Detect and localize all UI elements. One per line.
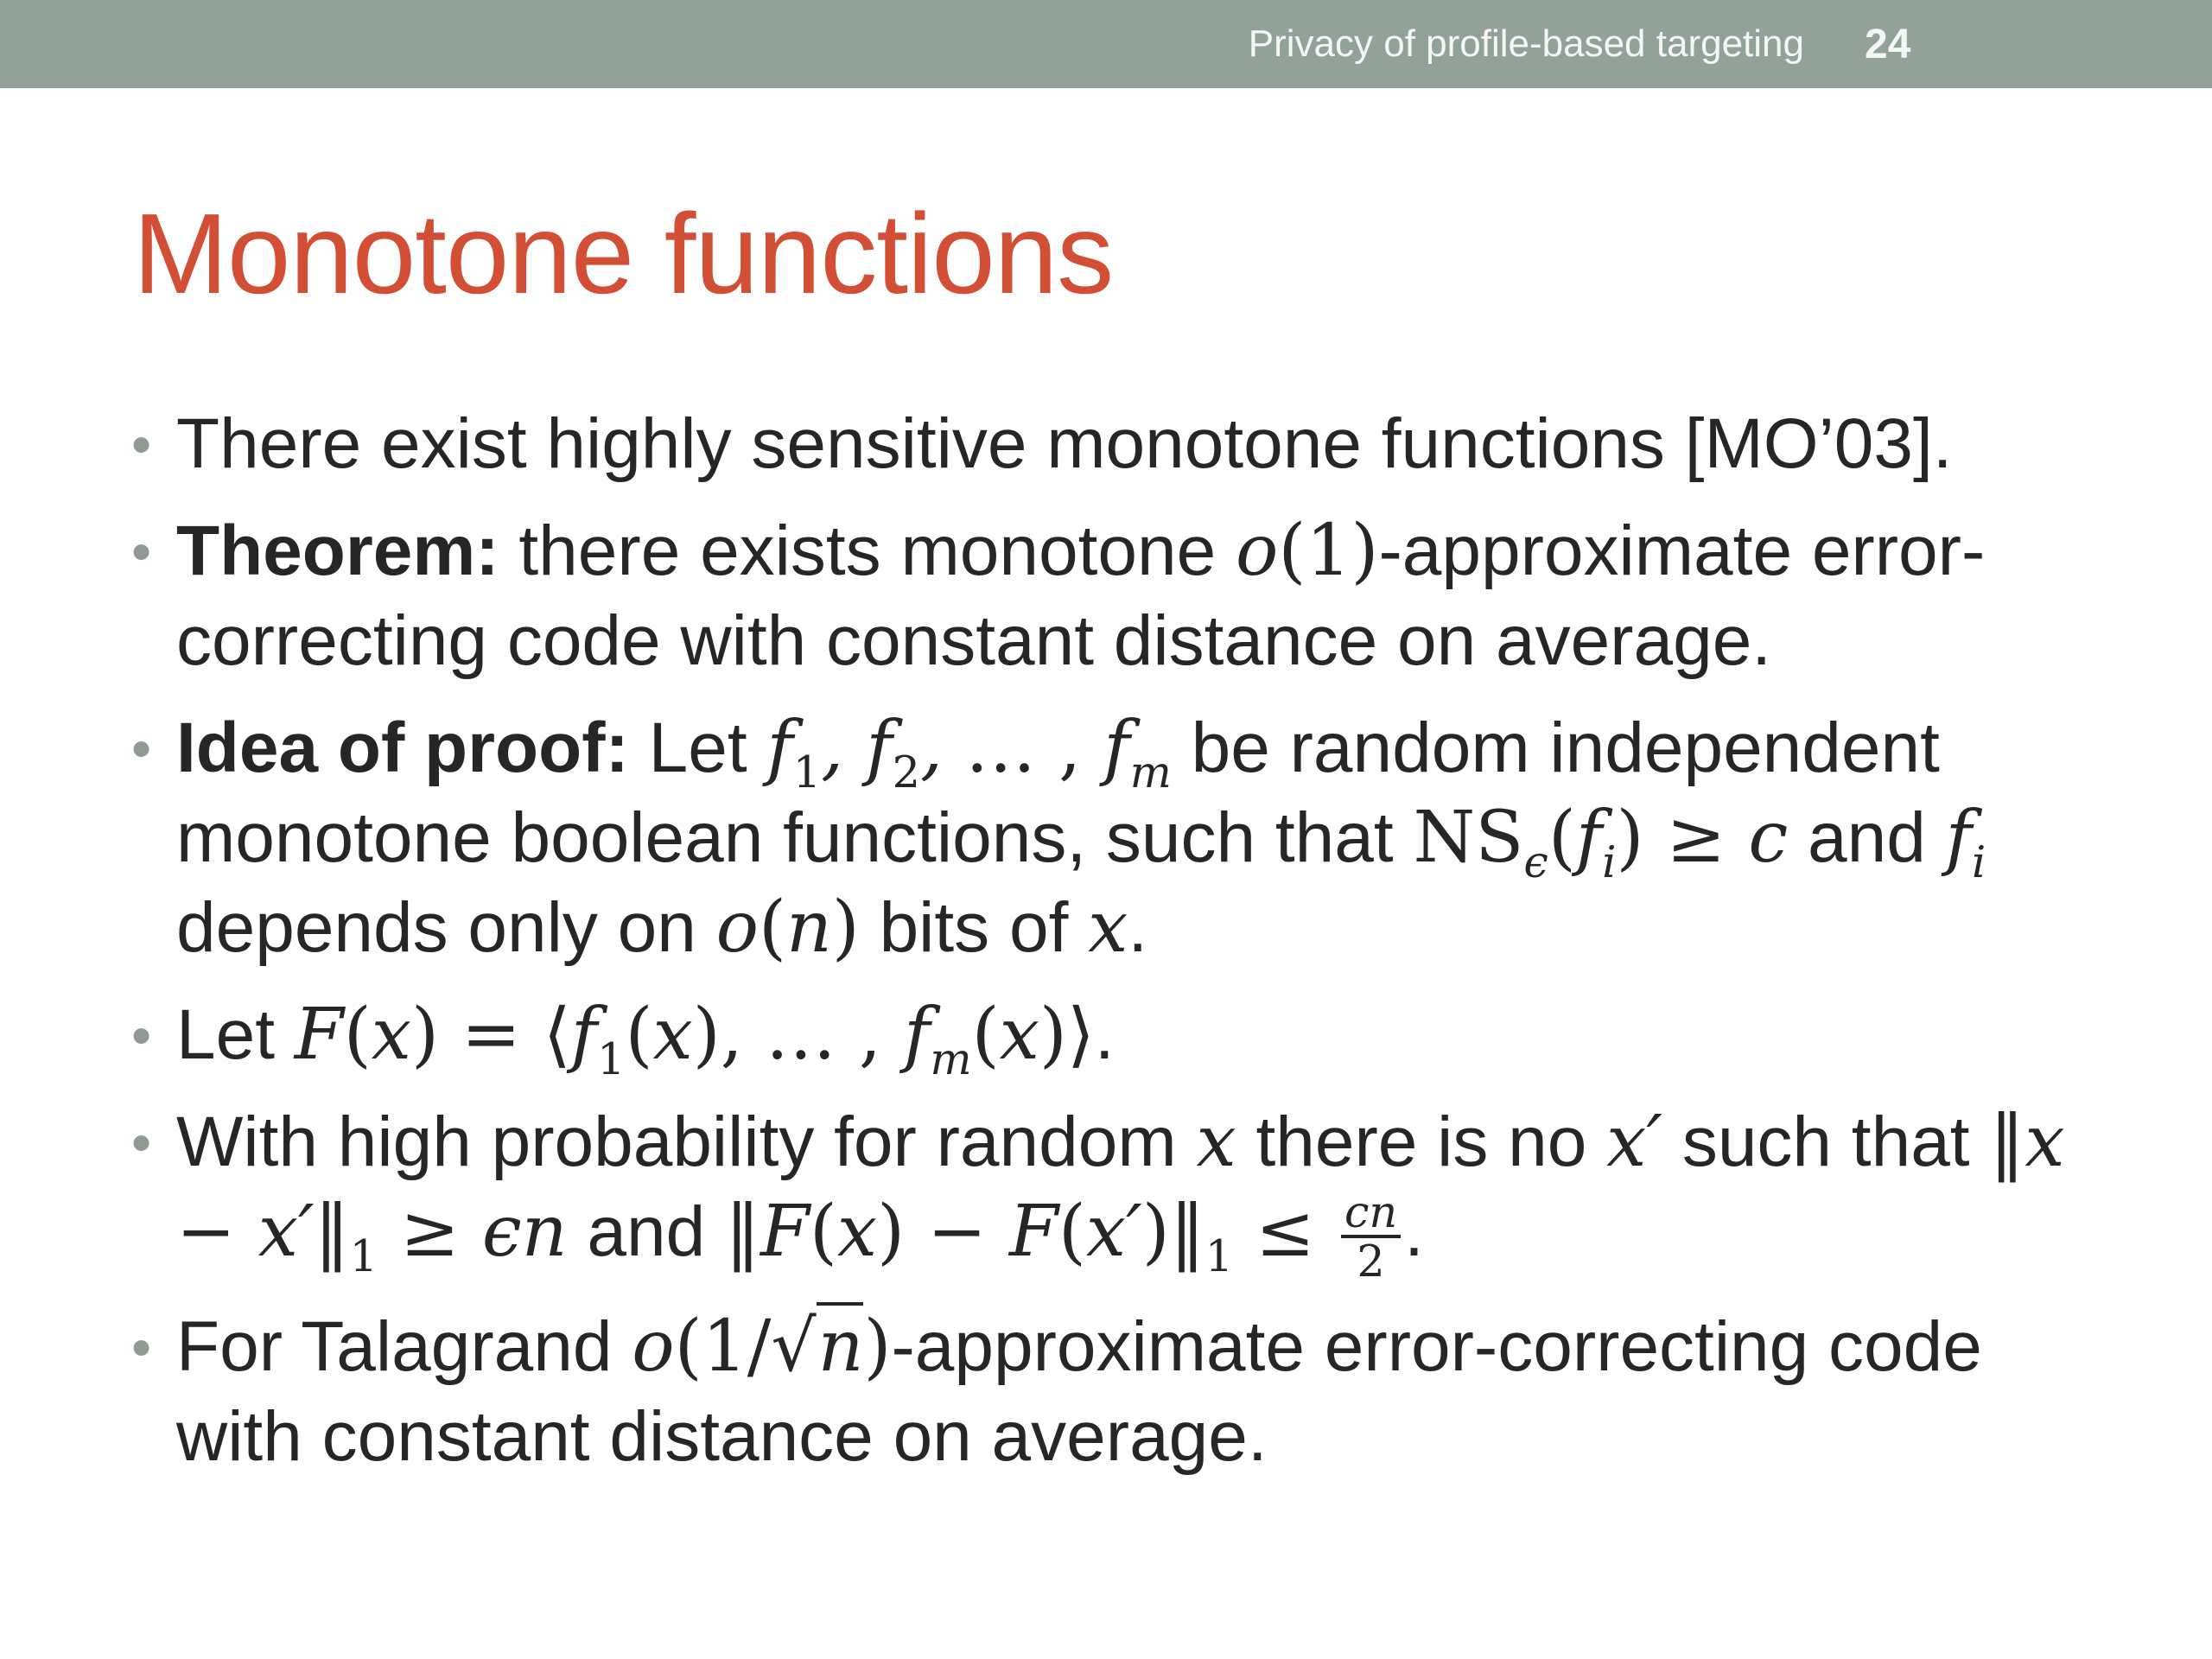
math-expression: ‖x − $x'‖_1 \ge \epsilon n$	[176, 1101, 2065, 1281]
bullet-text: Let	[628, 709, 767, 787]
bullet-text: For Talagrand	[176, 1306, 632, 1386]
bullet-text: With high probability for random	[176, 1103, 1197, 1181]
math-expression: $f_i$	[1945, 797, 1986, 887]
bullet-text: bits of	[859, 888, 1089, 967]
bullet-text: -approximate error-correcting code with constant distance on average.	[176, 512, 1986, 680]
math-expression: o(n)	[715, 887, 860, 969]
bullet-dot: •	[131, 1110, 152, 1174]
bullet-text: and	[1788, 798, 1946, 877]
bullet-item-3	[128, 703, 2115, 973]
fraction-cn-over-2: $\frac{cn}{2}$	[1341, 1189, 1401, 1285]
bullet-text: -approximate error-correcting code with constant distance on average.	[176, 1306, 1982, 1476]
bullet-text: there is no	[1236, 1103, 1607, 1181]
bullet-text: such that	[1662, 1103, 1990, 1181]
bullet-item-6	[128, 1302, 2115, 1482]
math-expression: $f_1$, $f_2$, … , $f_m$	[766, 707, 1172, 798]
bullet-text: be random independent monotone boolean functions, such that	[176, 709, 1940, 877]
math-expression: $F(x) = ⟨f_1(x)$, … , $f_m(x)⟩$	[294, 994, 1095, 1084]
page-number: 24	[1865, 22, 1911, 67]
bullet-text: and	[567, 1192, 725, 1271]
math-expression: x	[1088, 887, 1128, 969]
bullet-dot: •	[131, 519, 152, 583]
bullet-period: .	[1404, 1192, 1424, 1271]
math-expression: o(1/√n)	[632, 1302, 891, 1388]
bullet-text: There exist highly sensitive monotone functions [MO’03].	[176, 404, 1953, 483]
bullet-item-2	[128, 506, 2115, 686]
math-expression: o(1)	[1235, 510, 1379, 592]
bullet-period: .	[1128, 888, 1148, 967]
bullet-dot: •	[131, 716, 152, 780]
header-bar	[0, 0, 2212, 88]
bullet-text: depends only on	[176, 888, 716, 967]
slide-title: Monotone functions	[133, 190, 1114, 317]
bullet-bold-label: Theorem:	[176, 512, 499, 590]
bullet-dot: •	[131, 1314, 152, 1379]
bullet-item-1	[128, 399, 2115, 489]
math-expression: $NS_\epsilon(f_i) \ge c$	[1413, 797, 1789, 887]
bullet-text: there exists monotone	[499, 512, 1236, 590]
header-title: Privacy of profile-based targeting	[1248, 22, 1804, 65]
bullet-dot: •	[131, 1003, 152, 1067]
math-expression: x′	[1606, 1101, 1663, 1183]
bullet-period: .	[1094, 995, 1115, 1074]
bullet-dot: •	[131, 412, 152, 476]
bullet-list	[128, 399, 2115, 1499]
math-expression: x	[1196, 1101, 1236, 1183]
bullet-bold-label: Idea of proof:	[176, 709, 629, 787]
bullet-item-4	[128, 990, 2115, 1084]
math-expression: ‖F(x) − $F(x')‖_1$ ≤	[724, 1191, 1338, 1281]
bullet-text: Let	[176, 995, 295, 1074]
bullet-item-5	[128, 1097, 2115, 1285]
